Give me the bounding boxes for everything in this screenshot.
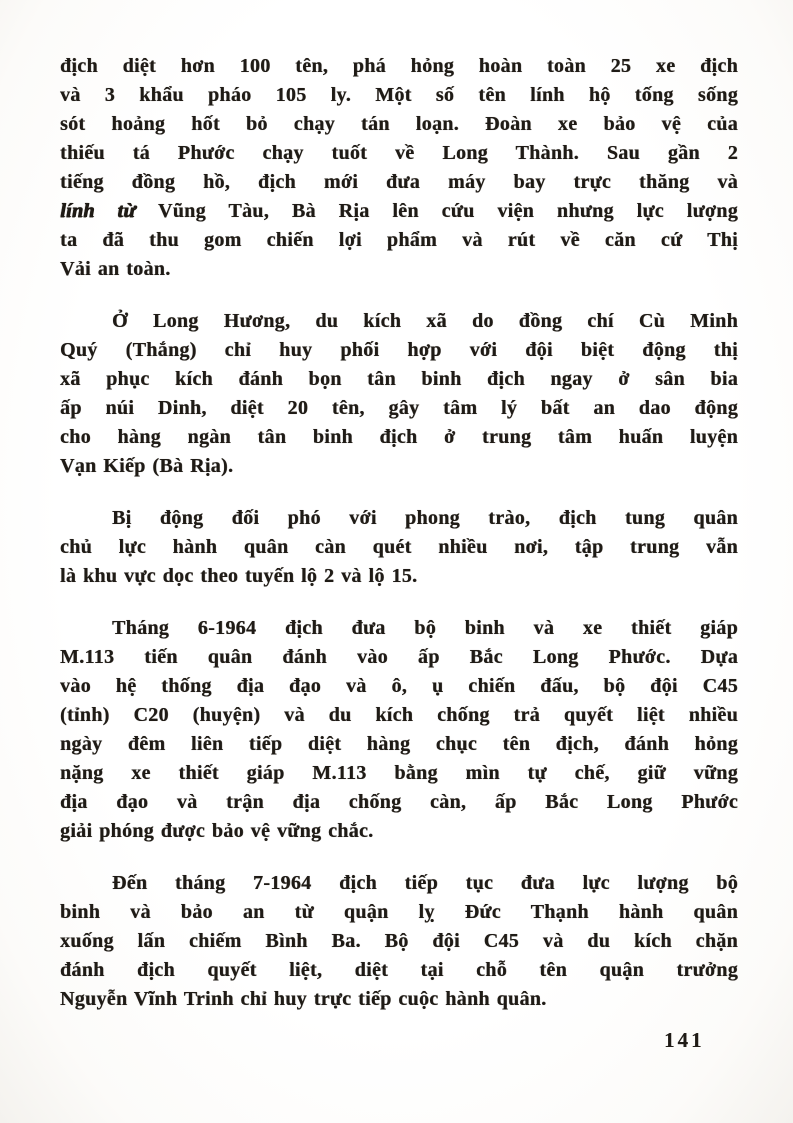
- text-line: Vạn Kiếp (Bà Rịa).: [60, 455, 234, 477]
- text-line: Quý (Thắng) chỉ huy phối hợp với đội biệt động thị: [60, 339, 738, 361]
- handwritten-correction: lính từ: [60, 200, 136, 222]
- text-line: và 3 khẩu pháo 105 ly. Một số tên lính hộ tống sống: [60, 84, 738, 106]
- text-block: [60, 52, 738, 1014]
- text-line: là khu vực dọc theo tuyến lộ 2 và lộ 15.: [60, 565, 418, 587]
- text-line: (tỉnh) C20 (huyện) và du kích chống trả quyết liệt nhiều: [60, 704, 738, 726]
- text-line: tiếng đồng hồ, địch mới đưa máy bay trực thăng và: [60, 171, 738, 193]
- text-line: vào hệ thống địa đạo và ô, ụ chiến đấu, bộ đội C45: [60, 675, 738, 697]
- paragraph: [60, 307, 738, 481]
- text-line: ngày đêm liên tiếp diệt hàng chục tên địch, đánh hỏng: [60, 733, 738, 755]
- text-line: [60, 197, 738, 226]
- text-line: giải phóng được bảo vệ vững chắc.: [60, 820, 374, 842]
- text-line: Vải an toàn.: [60, 258, 171, 280]
- text-line: M.113 tiến quân đánh vào ấp Bắc Long Phước. Dựa: [60, 646, 738, 668]
- text-line: ấp núi Dinh, diệt 20 tên, gây tâm lý bất an dao động: [60, 397, 738, 419]
- text-line: sót hoảng hốt bỏ chạy tán loạn. Đoàn xe bảo vệ của: [60, 113, 738, 135]
- page-number: 141: [664, 1028, 705, 1052]
- text-line: đánh địch quyết liệt, diệt tại chỗ tên quận trưởng: [60, 959, 738, 981]
- text-line: ta đã thu gom chiến lợi phẩm và rút về căn cứ Thị: [60, 229, 738, 251]
- text-line: Nguyễn Vĩnh Trinh chỉ huy trực tiếp cuộc hành quân.: [60, 988, 547, 1010]
- text-line: địa đạo và trận địa chống càn, ấp Bắc Long Phước: [60, 791, 738, 813]
- text-line: Đến tháng 7-1964 địch tiếp tục đưa lực lượng bộ: [112, 872, 738, 894]
- text-line: Ở Long Hương, du kích xã do đồng chí Cù Minh: [112, 310, 738, 332]
- paragraph: [60, 869, 738, 1014]
- text-line: nặng xe thiết giáp M.113 bằng mìn tự chế, giữ vững: [60, 762, 738, 784]
- text-line: chủ lực hành quân càn quét nhiều nơi, tập trung vẫn: [60, 536, 738, 558]
- text-segment: Vũng Tàu, Bà Rịa lên cứu viện nhưng lực lượng: [135, 200, 739, 222]
- text-line: địch diệt hơn 100 tên, phá hỏng hoàn toàn 25 xe địch: [60, 55, 738, 77]
- paragraph: [60, 504, 738, 591]
- paragraph: [60, 52, 738, 284]
- text-line: xuống lấn chiếm Bình Ba. Bộ đội C45 và du kích chặn: [60, 930, 738, 952]
- text-line: binh và bảo an từ quận lỵ Đức Thạnh hành quân: [60, 901, 738, 923]
- text-line: cho hàng ngàn tân binh địch ở trung tâm huấn luyện: [60, 426, 738, 448]
- paragraph: [60, 614, 738, 846]
- text-line: Tháng 6-1964 địch đưa bộ binh và xe thiết giáp: [112, 617, 738, 639]
- text-line: thiếu tá Phước chạy tuốt về Long Thành. Sau gần 2: [60, 142, 738, 164]
- text-line: Bị động đối phó với phong trào, địch tung quân: [112, 507, 738, 529]
- text-line: xã phục kích đánh bọn tân binh địch ngay ở sân bia: [60, 368, 738, 390]
